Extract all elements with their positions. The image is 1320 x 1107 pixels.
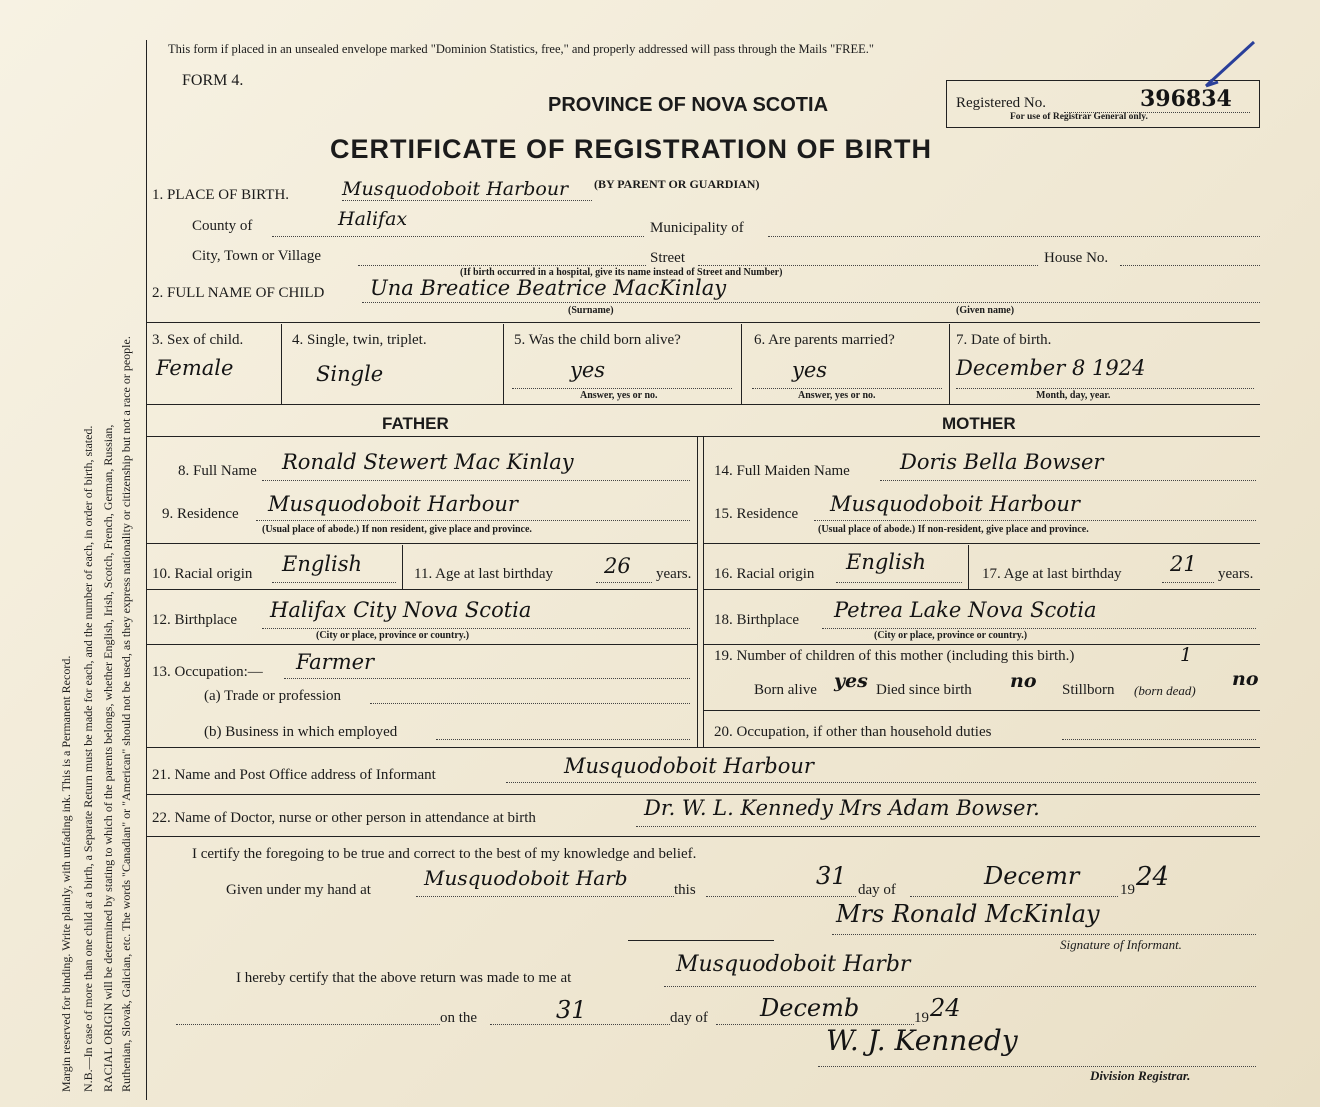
died-value: no [1010,670,1037,692]
doctor-dotline [636,826,1256,827]
margin-note-2: N.B.—In case of more than one child at a birth, a Separate Return must be made for each, and the number of each, in order of birth, stated. [81,425,95,1092]
house-dotline [1120,265,1260,266]
dob-dotline [956,388,1254,389]
on-the-label: on the [440,1010,478,1026]
father-residence-dotline [256,520,690,521]
father-race-label: 10. Racial origin [152,566,253,582]
margin-note-1: Margin reserved for binding. Write plainly, with unfading ink. This is a Permanent Record. [59,655,73,1092]
alive-dotline [512,388,732,389]
registrar-place-value: Musquodoboit Harbr [676,952,911,977]
father-age-value: 26 [604,554,631,578]
col-divider-a [281,324,282,404]
informant-value: Musquodoboit Harbour [564,754,814,778]
father-name-value: Ronald Stewert Mac Kinlay [282,450,574,474]
mother-race-value: English [846,550,927,574]
center-divider-2 [703,437,704,747]
reg-day-dotline [490,1024,670,1025]
child-dotline [362,302,1260,303]
mother-occupation-dotline [1062,739,1256,740]
father-age-divider [402,545,403,589]
informant-label: 21. Name and Post Office address of Informant [152,767,436,783]
house-label: House No. [1044,250,1109,266]
father-birthplace-dotline [262,628,690,629]
father-heading: FATHER [382,414,449,433]
married-dotline [752,388,942,389]
stillborn-value: no [1232,668,1259,690]
trade-label: (a) Trade or profession [204,688,342,704]
mother-residence-value: Musquodoboit Harbour [830,492,1080,516]
row-divider-4 [146,747,1260,748]
mother-age-label: 17. Age at last birthday [982,566,1122,582]
certify-statement: I certify the foregoing to be true and correct to the best of my knowledge and belief. [192,846,697,862]
father-occupation-dotline [284,678,690,679]
month-value: Decemr [984,862,1080,890]
father-row-divider-2 [146,589,698,590]
mother-residence-label: 15. Residence [714,506,799,522]
mother-birthplace-label: 18. Birthplace [714,612,799,628]
surname-note: (Surname) [568,305,614,316]
street-dotline [698,265,1038,266]
county-label: County of [192,218,253,234]
registrar-sig-dotline [818,1066,1256,1067]
informant-signature-caption: Signature of Informant. [1060,937,1182,952]
row-divider-2 [146,404,1260,405]
father-name-label: 8. Full Name [178,463,257,479]
mother-age-dotline [1162,582,1214,583]
street-label: Street [650,250,685,266]
child-name-label: 2. FULL NAME OF CHILD [152,285,325,301]
hospital-note: (If birth occurred in a hospital, give its name instead of Street and Number) [460,267,783,278]
certificate-title: CERTIFICATE OF REGISTRATION OF BIRTH [330,134,932,164]
doctor-label: 22. Name of Doctor, nurse or other person in attendance at birth [152,810,536,826]
mother-years-label: years. [1218,566,1254,582]
municipality-dotline [768,236,1260,237]
year-value: 24 [1136,862,1170,892]
left-border [146,40,147,1100]
date-of-birth-note: Month, day, year. [1036,390,1111,401]
father-occupation-label: 13. Occupation:— [152,664,263,680]
born-alive-label: Born alive [754,682,817,698]
mother-row-divider-3 [703,644,1260,645]
form-number: FORM 4. [182,72,244,89]
father-race-value: English [282,552,363,576]
place-of-birth-label: 1. PLACE OF BIRTH. [152,187,290,203]
child-name-value: Una Breatice Beatrice MacKinlay [370,276,727,300]
this-label: this [674,882,696,898]
registration-month: Decemb [760,994,860,1022]
doctor-value: Dr. W. L. Kennedy Mrs Adam Bowser. [644,796,1040,820]
mother-name-label: 14. Full Maiden Name [714,463,850,479]
sex-label: 3. Sex of child. [152,332,244,348]
place-dotline [342,200,592,201]
trade-dotline [370,703,690,704]
col-divider-d [949,324,950,404]
father-age-label: 11. Age at last birthday [414,566,553,582]
father-row-divider-1 [146,543,698,544]
registrar-signature: W. J. Kennedy [826,1024,1018,1057]
parents-married-question: 6. Are parents married? [754,332,895,348]
mother-occupation-label: 20. Occupation, if other than household duties [714,724,992,740]
stillborn-label: Stillborn [1062,682,1115,698]
center-divider-1 [697,437,698,747]
given-place-value: Musquodoboit Harb [424,866,628,890]
father-residence-note: (Usual place of abode.) If non resident, give place and province. [262,524,532,535]
county-dotline [272,236,644,237]
by-parent-note: (BY PARENT OR GUARDIAN) [594,177,760,191]
year-prefix: 19 [1120,882,1135,898]
margin-note-4: Ruthenian, Slovak, Galician, etc. The words "Canadian" or "American" should not be used, as they express nationality or citizenship but not a race or people. [119,336,133,1092]
born-alive-note: Answer, yes or no. [580,390,658,401]
father-occupation-value: Farmer [296,650,375,674]
father-age-dotline [596,582,652,583]
mother-birthplace-note: (City or place, province or country.) [874,630,1028,641]
row-divider-5 [146,794,1260,795]
mother-race-label: 16. Racial origin [714,566,815,582]
col-divider-b [503,324,504,404]
informant-dotline [506,782,1256,783]
place-of-birth-value: Musquodoboit Harbour [342,178,569,200]
mother-row-divider-1 [703,543,1260,544]
registered-number: 396834 [1140,86,1232,112]
registrar-caption: Division Registrar. [1090,1068,1191,1083]
mother-birthplace-value: Petrea Lake Nova Scotia [834,598,1097,622]
row-divider-1 [146,322,1260,323]
col-divider-c [741,324,742,404]
registration-day: 31 [556,996,587,1024]
registrar-place-dotline [664,986,1256,987]
given-place-dotline [416,896,674,897]
reg-day-of-label: day of [670,1010,708,1026]
single-label: 4. Single, twin, triplet. [292,332,427,348]
died-label: Died since birth [876,682,972,698]
father-birthplace-value: Halifax City Nova Scotia [270,598,532,622]
born-alive-value: yes [570,358,606,382]
mother-name-dotline [880,480,1256,481]
registrar-note: For use of Registrar General only. [1010,112,1148,122]
stillborn-note: (born dead) [1134,683,1196,698]
month-dotline [910,896,1118,897]
mail-notice: This form if placed in an unsealed envelope marked "Dominion Statistics, free," and properly addressed will pass through the Mails "FREE." [168,42,875,56]
parents-married-note: Answer, yes or no. [798,390,876,401]
children-count-value: 1 [1180,644,1193,666]
province-title: PROVINCE OF NOVA SCOTIA [548,94,829,116]
single-value: Single [316,362,384,386]
row-divider-6 [146,836,1260,837]
mother-residence-dotline [814,520,1256,521]
father-row-divider-3 [146,644,698,645]
father-birthplace-note: (City or place, province or country.) [316,630,470,641]
date-of-birth-label: 7. Date of birth. [956,332,1052,348]
checkmark-icon [1200,36,1260,92]
registered-label: Registered No. [956,95,1046,111]
father-years-label: years. [656,566,692,582]
county-value: Halifax [338,208,408,230]
born-alive-count: yes [834,670,868,692]
registration-year: 24 [930,994,961,1022]
informant-sig-dotline [832,934,1256,935]
mother-residence-note: (Usual place of abode.) If non-resident, give place and province. [818,524,1089,535]
day-of-label: day of [858,882,896,898]
business-dotline [436,739,690,740]
mother-row-divider-4 [703,710,1260,711]
business-label: (b) Business in which employed [204,724,398,740]
parents-married-value: yes [792,358,828,382]
father-birthplace-label: 12. Birthplace [152,612,237,628]
mother-name-value: Doris Bella Bowser [900,450,1104,474]
separator-line [628,940,774,941]
informant-signature: Mrs Ronald McKinlay [836,900,1100,928]
day-dotline [706,896,856,897]
margin-note-3: RACIAL ORIGIN will be determined by stating to which of the parents belongs, whether English, Irish, Scotch, French, German, Russian, [101,424,115,1092]
born-alive-question: 5. Was the child born alive? [514,332,681,348]
sex-value: Female [156,356,234,380]
father-name-dotline [262,480,690,481]
registrar-statement: I hereby certify that the above return was made to me at [236,970,572,986]
children-count-label: 19. Number of children of this mother (including this birth.) [714,648,1075,664]
mother-age-value: 21 [1170,552,1197,576]
mother-birthplace-dotline [822,628,1256,629]
mother-heading: MOTHER [942,414,1016,433]
father-residence-value: Musquodoboit Harbour [268,492,518,516]
municipality-label: Municipality of [650,220,744,236]
reg-year-prefix: 19 [914,1010,929,1026]
day-value: 31 [816,862,847,890]
on-the-dotline-left [176,1024,440,1025]
given-under-label: Given under my hand at [226,882,371,898]
mother-row-divider-2 [703,589,1260,590]
father-race-dotline [272,582,396,583]
mother-race-dotline [836,582,962,583]
given-name-note: (Given name) [956,305,1015,316]
date-of-birth-value: December 8 1924 [956,356,1146,380]
father-residence-label: 9. Residence [162,506,239,522]
city-label: City, Town or Village [192,248,322,264]
mother-age-divider [968,545,969,589]
city-dotline [358,265,646,266]
